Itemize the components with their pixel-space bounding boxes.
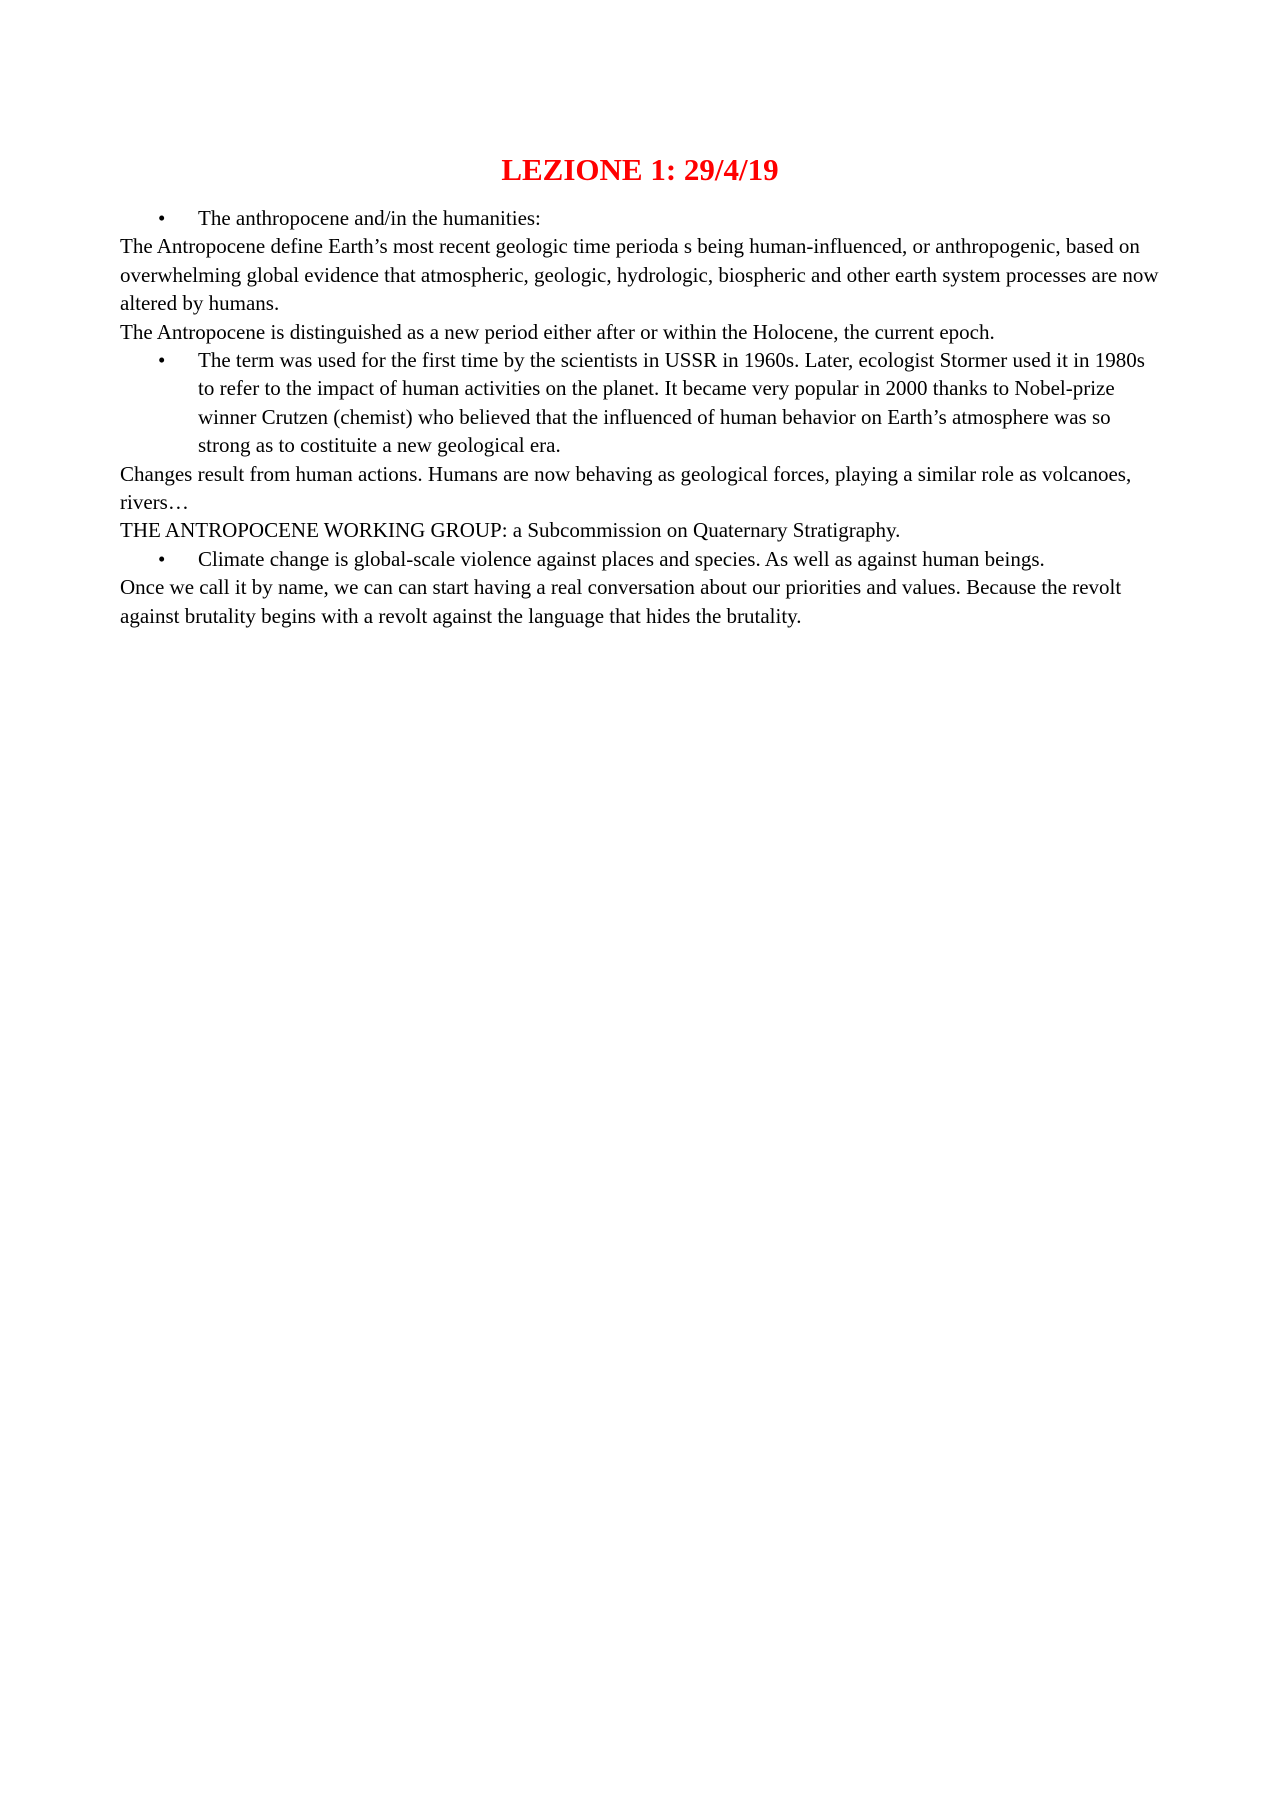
bullet-text: Climate change is global-scale violence against places and species. As well as against human beings. <box>198 546 1045 571</box>
document-body <box>120 150 1160 630</box>
bullet-icon: • <box>158 206 166 230</box>
bullet-item-term-history <box>120 346 1160 460</box>
paragraph-call-it-by-name: Once we call it by name, we can can start having a real conversation about our priorities and values. Because the revolt against brutality begins with a revolt against the language that hides the brutality. <box>120 575 1122 628</box>
bullet-item-climate-change <box>120 545 1160 573</box>
paragraph-working-group: THE ANTROPOCENE WORKING GROUP: a Subcommission on Quaternary Stratigraphy. <box>120 518 901 543</box>
paragraph-holocene: The Antropocene is distinguished as a new period either after or within the Holocene, the current epoch. <box>120 319 995 344</box>
bullet-text: The term was used for the first time by the scientists in USSR in 1960s. Later, ecologist Stormer used it in 1980s to refer to the impact of human activities on the planet. It became very popular in 2000 thanks to Nobel-prize winner Crutzen (chemist) who believed that the influenced of human behavior on Earth’s atmosphere was so strong as to costituite a new geological era. <box>198 348 1145 458</box>
bullet-text: The anthropocene and/in the humanities: <box>198 206 541 230</box>
bullet-item-anthropocene-humanities <box>120 204 1160 232</box>
paragraph-human-actions: Changes result from human actions. Humans are now behaving as geological forces, playing a similar role as volcanoes, rivers… <box>120 461 1132 515</box>
bullet-icon: • <box>158 348 166 373</box>
page-title: LEZIONE 1: 29/4/19 <box>501 152 779 187</box>
bullet-icon: • <box>158 546 166 571</box>
paragraph-definition: The Antropocene define Earth’s most recent geologic time perioda s being human-influenced, or anthropogenic, based on overwhelming global evidence that atmospheric, geologic, hydrologic, biospheric and other earth system processes are now altered by humans. <box>120 234 1159 316</box>
